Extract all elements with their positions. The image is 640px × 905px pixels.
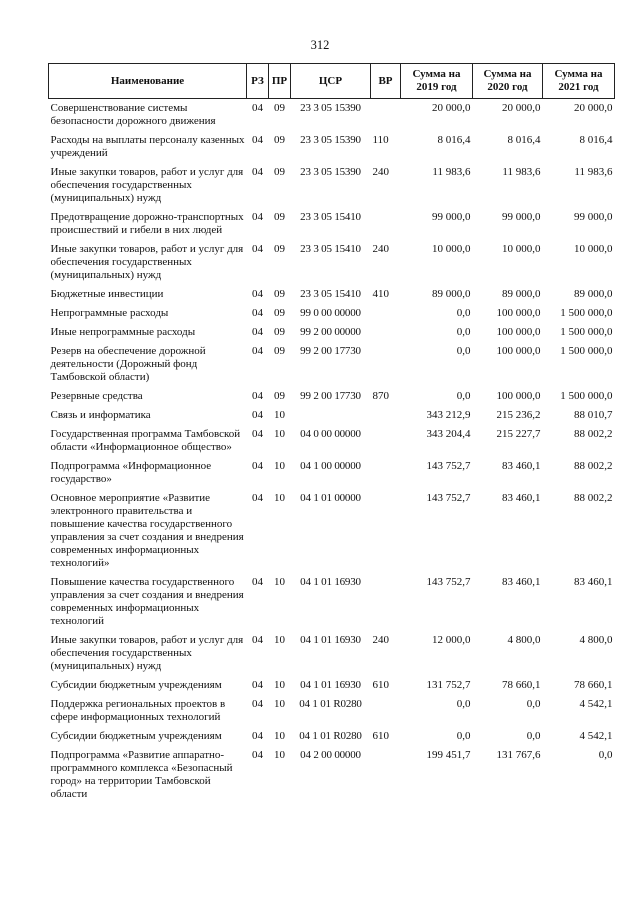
row-sum-2020: 20 000,0 [502, 102, 541, 114]
row-sum-2019: 343 212,9 [426, 409, 471, 421]
row-name: Государственная программа Тамбовской области «Информационное общество» [50, 428, 241, 453]
row-sum-2019: 12 000,0 [432, 634, 471, 646]
row-vr [371, 409, 401, 428]
page-number: 312 [310, 38, 330, 52]
row-sum-2021: 20 000,0 [574, 102, 613, 114]
row-sum-2019: 11 983,6 [432, 166, 471, 178]
row-rz: 04 [252, 679, 263, 691]
row-rz: 04 [252, 634, 263, 646]
row-rz: 04 [252, 243, 263, 255]
row-csr: 23 3 05 15390 [300, 166, 361, 178]
row-pr: 09 [274, 211, 285, 223]
table-row [49, 134, 615, 166]
row-csr: 23 3 05 15410 [300, 243, 361, 255]
row-name: Повышение качества государственного управления за счет создания и внедрения современных информационных технологий [50, 576, 244, 627]
row-rz: 04 [252, 576, 263, 588]
row-rz: 04 [252, 730, 263, 742]
row-name: Субсидии бюджетным учреждениям [50, 730, 222, 742]
row-sum-2019: 8 016,4 [437, 134, 471, 146]
row-csr: 04 1 01 16930 [300, 576, 361, 588]
row-sum-2019: 99 000,0 [432, 211, 471, 223]
row-sum-2020: 100 000,0 [496, 307, 541, 319]
row-rz: 04 [252, 749, 263, 761]
row-pr: 09 [274, 134, 285, 146]
row-rz: 04 [252, 166, 263, 178]
row-csr: 04 1 01 16930 [300, 634, 361, 646]
table-row [49, 345, 615, 390]
row-name: Расходы на выплаты персоналу казенных учреждений [50, 134, 245, 159]
table-row [49, 243, 615, 288]
row-pr: 09 [274, 102, 285, 114]
table-row [49, 428, 615, 460]
row-sum-2021: 4 800,0 [579, 634, 613, 646]
row-csr: 99 2 00 17730 [300, 390, 361, 402]
header-sum-2021: Сумма на 2021 год [543, 64, 615, 99]
row-sum-2019: 0,0 [456, 345, 471, 357]
row-sum-2020: 100 000,0 [496, 326, 541, 338]
row-vr: 610 [372, 730, 389, 742]
row-sum-2021: 78 660,1 [574, 679, 613, 691]
row-vr: 240 [372, 243, 389, 255]
header-rz: РЗ [247, 64, 269, 99]
table-row [49, 634, 615, 679]
row-sum-2019: 343 204,4 [426, 428, 471, 440]
header-pr: ПР [269, 64, 291, 99]
row-name: Иные непрограммные расходы [50, 326, 196, 338]
header-vr: ВР [371, 64, 401, 99]
row-sum-2019: 143 752,7 [426, 492, 471, 504]
row-pr: 10 [274, 730, 285, 742]
row-pr: 10 [274, 679, 285, 691]
row-csr: 99 0 00 00000 [300, 307, 361, 319]
row-sum-2019: 143 752,7 [426, 460, 471, 472]
row-csr: 23 3 05 15390 [300, 134, 361, 146]
row-sum-2021: 0,0 [598, 749, 613, 761]
row-rz: 04 [252, 102, 263, 114]
row-csr: 04 1 01 00000 [300, 492, 361, 504]
row-sum-2020: 0,0 [526, 698, 541, 710]
row-sum-2021: 83 460,1 [574, 576, 613, 588]
table-body [49, 99, 615, 808]
row-sum-2020: 8 016,4 [507, 134, 541, 146]
row-sum-2019: 10 000,0 [432, 243, 471, 255]
row-sum-2020: 100 000,0 [496, 390, 541, 402]
row-vr [371, 307, 401, 326]
row-csr: 23 3 05 15390 [300, 102, 361, 114]
header-name: Наименование [49, 64, 247, 99]
row-csr: 23 3 05 15410 [300, 211, 361, 223]
row-sum-2021: 99 000,0 [574, 211, 613, 223]
row-vr [371, 211, 401, 243]
row-sum-2019: 0,0 [456, 307, 471, 319]
table-row [49, 492, 615, 576]
row-sum-2020: 0,0 [526, 730, 541, 742]
row-sum-2021: 11 983,6 [574, 166, 613, 178]
row-vr [371, 698, 401, 730]
row-pr: 10 [274, 634, 285, 646]
header-sum-2020: Сумма на 2020 год [473, 64, 543, 99]
row-sum-2020: 4 800,0 [507, 634, 541, 646]
row-csr: 99 2 00 00000 [300, 326, 361, 338]
row-pr: 09 [274, 288, 285, 300]
row-name: Резерв на обеспечение дорожной деятельности (Дорожный фонд Тамбовской области) [50, 345, 206, 383]
row-vr: 410 [372, 288, 389, 300]
row-csr: 04 1 01 16930 [300, 679, 361, 691]
row-sum-2021: 89 000,0 [574, 288, 613, 300]
row-vr [371, 576, 401, 634]
row-vr: 110 [372, 134, 389, 146]
table-row [49, 166, 615, 211]
row-sum-2019: 0,0 [456, 390, 471, 402]
row-pr: 09 [274, 166, 285, 178]
row-rz: 04 [252, 492, 263, 504]
row-vr: 610 [372, 679, 389, 691]
row-rz: 04 [252, 390, 263, 402]
row-rz: 04 [252, 698, 263, 710]
row-rz: 04 [252, 288, 263, 300]
row-csr: 04 1 01 R0280 [299, 730, 362, 742]
row-sum-2020: 215 227,7 [496, 428, 541, 440]
header-csr: ЦСР [291, 64, 371, 99]
row-sum-2020: 83 460,1 [502, 460, 541, 472]
row-rz: 04 [252, 134, 263, 146]
header-sum-2019: Сумма на 2019 год [401, 64, 473, 99]
row-name: Основное мероприятие «Развитие электронного правительства и повышение качества государственного управления за счет создания и внедрения современных информационных технологий» [50, 492, 244, 569]
row-name: Совершенствование системы безопасности дорожного движения [50, 102, 216, 127]
row-name: Связь и информатика [50, 409, 151, 421]
row-sum-2020: 11 983,6 [502, 166, 541, 178]
row-sum-2021: 88 010,7 [574, 409, 613, 421]
table-row [49, 409, 615, 428]
row-csr: 04 1 00 00000 [300, 460, 361, 472]
row-vr: 240 [372, 166, 389, 178]
row-sum-2020: 99 000,0 [502, 211, 541, 223]
row-rz: 04 [252, 307, 263, 319]
row-pr: 09 [274, 243, 285, 255]
row-vr [371, 460, 401, 492]
row-pr: 10 [274, 409, 285, 421]
row-sum-2020: 131 767,6 [496, 749, 541, 761]
row-sum-2019: 131 752,7 [426, 679, 471, 691]
row-name: Субсидии бюджетным учреждениям [50, 679, 222, 691]
table-header [49, 64, 615, 99]
table-row [49, 679, 615, 698]
row-csr: 04 0 00 00000 [300, 428, 361, 440]
row-sum-2021: 1 500 000,0 [560, 345, 613, 357]
row-vr: 240 [372, 634, 389, 646]
table-row [49, 698, 615, 730]
row-pr: 10 [274, 492, 285, 504]
budget-table [48, 63, 615, 807]
row-sum-2021: 88 002,2 [574, 428, 613, 440]
row-sum-2020: 83 460,1 [502, 576, 541, 588]
row-rz: 04 [252, 460, 263, 472]
row-rz: 04 [252, 428, 263, 440]
row-sum-2021: 88 002,2 [574, 492, 613, 504]
row-rz: 04 [252, 211, 263, 223]
row-pr: 10 [274, 576, 285, 588]
row-name: Предотвращение дорожно-транспортных происшествий и гибели в них людей [50, 211, 244, 236]
table-row [49, 288, 615, 307]
row-rz: 04 [252, 409, 263, 421]
row-name: Резервные средства [50, 390, 143, 402]
row-sum-2021: 10 000,0 [574, 243, 613, 255]
row-pr: 10 [274, 460, 285, 472]
row-sum-2020: 89 000,0 [502, 288, 541, 300]
table-row [49, 749, 615, 807]
row-sum-2021: 4 542,1 [579, 698, 613, 710]
row-sum-2019: 143 752,7 [426, 576, 471, 588]
table-row [49, 730, 615, 749]
row-pr: 10 [274, 428, 285, 440]
row-sum-2021: 1 500 000,0 [560, 326, 613, 338]
row-sum-2021: 1 500 000,0 [560, 307, 613, 319]
row-csr: 04 1 01 R0280 [299, 698, 362, 710]
row-sum-2020: 78 660,1 [502, 679, 541, 691]
row-pr: 09 [274, 345, 285, 357]
row-vr [371, 99, 401, 135]
row-sum-2019: 0,0 [456, 730, 471, 742]
table-row [49, 576, 615, 634]
row-name: Подпрограмма «Развитие аппаратно-программного комплекса «Безопасный город» на территории Тамбовской области [50, 749, 233, 800]
table-row [49, 390, 615, 409]
row-sum-2020: 215 236,2 [496, 409, 541, 421]
row-vr: 870 [372, 390, 389, 402]
row-sum-2021: 88 002,2 [574, 460, 613, 472]
row-name: Иные закупки товаров, работ и услуг для обеспечения государственных (муниципальных) нужд [50, 166, 244, 204]
row-vr [371, 345, 401, 390]
row-pr: 10 [274, 749, 285, 761]
row-sum-2020: 83 460,1 [502, 492, 541, 504]
row-name: Поддержка региональных проектов в сфере информационных технологий [50, 698, 226, 723]
row-rz: 04 [252, 345, 263, 357]
row-csr: 23 3 05 15410 [300, 288, 361, 300]
row-vr [371, 326, 401, 345]
table-row [49, 460, 615, 492]
row-sum-2020: 100 000,0 [496, 345, 541, 357]
row-csr: 04 2 00 00000 [300, 749, 361, 761]
row-pr: 10 [274, 698, 285, 710]
row-sum-2019: 0,0 [456, 698, 471, 710]
row-sum-2021: 1 500 000,0 [560, 390, 613, 402]
row-sum-2021: 4 542,1 [579, 730, 613, 742]
row-pr: 09 [274, 326, 285, 338]
row-pr: 09 [274, 307, 285, 319]
row-sum-2021: 8 016,4 [579, 134, 613, 146]
table-row [49, 99, 615, 135]
table-row [49, 307, 615, 326]
row-vr [371, 428, 401, 460]
table-row [49, 326, 615, 345]
table-row [49, 211, 615, 243]
row-name: Подпрограмма «Информационное государство» [50, 460, 212, 485]
row-name: Иные закупки товаров, работ и услуг для обеспечения государственных (муниципальных) нужд [50, 243, 244, 281]
row-name: Иные закупки товаров, работ и услуг для обеспечения государственных (муниципальных) нужд [50, 634, 244, 672]
row-csr [291, 409, 371, 428]
row-vr [371, 492, 401, 576]
row-csr: 99 2 00 17730 [300, 345, 361, 357]
row-sum-2019: 20 000,0 [432, 102, 471, 114]
row-name: Бюджетные инвестиции [50, 288, 164, 300]
row-pr: 09 [274, 390, 285, 402]
row-sum-2020: 10 000,0 [502, 243, 541, 255]
row-rz: 04 [252, 326, 263, 338]
row-name: Непрограммные расходы [50, 307, 169, 319]
row-sum-2019: 89 000,0 [432, 288, 471, 300]
row-vr [371, 749, 401, 807]
row-sum-2019: 199 451,7 [426, 749, 471, 761]
row-sum-2019: 0,0 [456, 326, 471, 338]
